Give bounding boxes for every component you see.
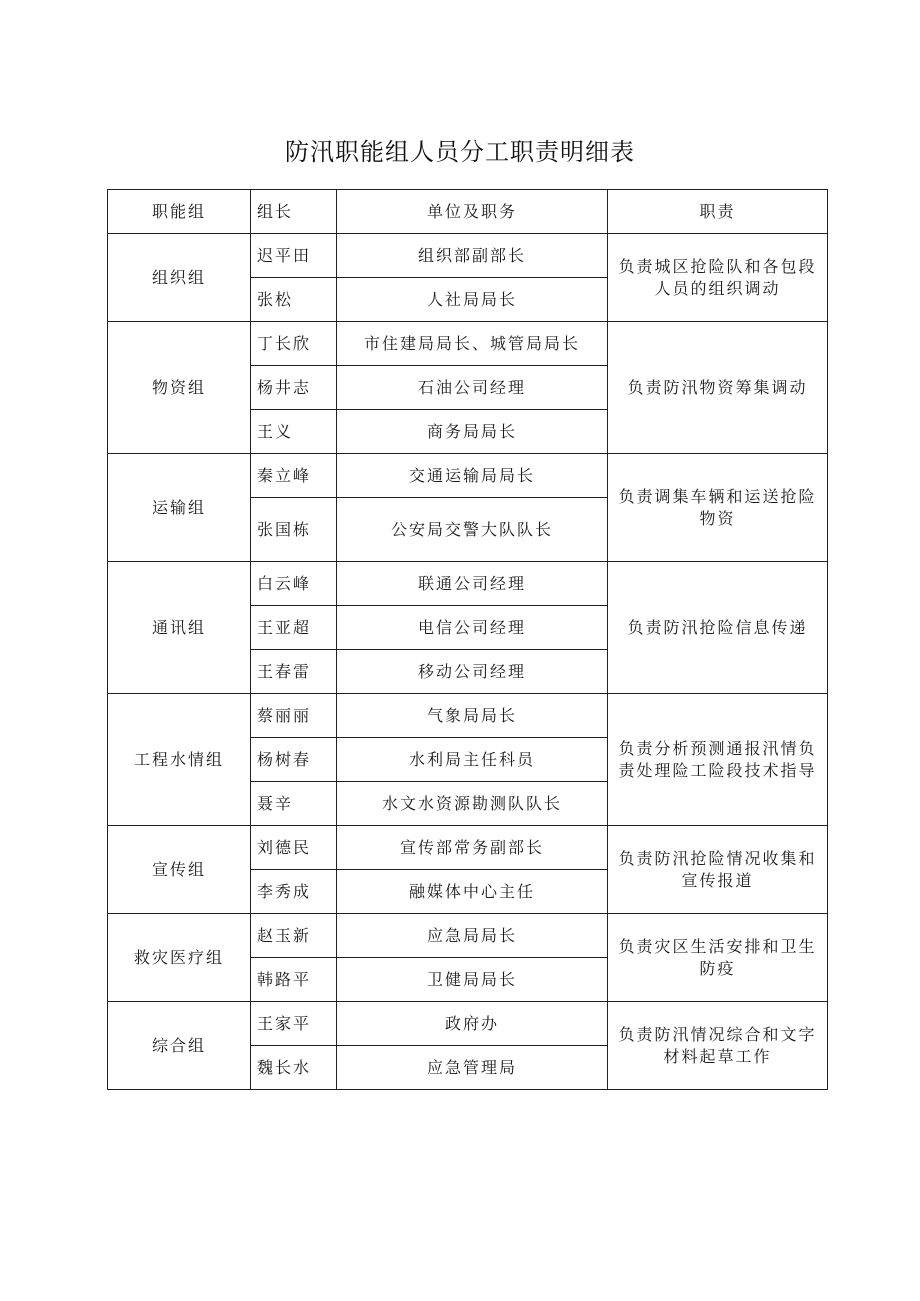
leader-position: 商务局局长 [337, 410, 608, 454]
duty-table [107, 189, 828, 1090]
leader-name: 刘德民 [251, 826, 337, 870]
leader-name: 蔡丽丽 [251, 694, 337, 738]
leader-position: 政府办 [337, 1002, 608, 1046]
group-name: 通讯组 [108, 562, 251, 694]
leader-name: 韩路平 [251, 958, 337, 1002]
leader-position: 市住建局局长、城管局局长 [337, 322, 608, 366]
leader-name: 聂辛 [251, 782, 337, 826]
table-row [108, 694, 828, 738]
group-duty: 负责防汛抢险信息传递 [608, 562, 828, 694]
leader-name: 魏长水 [251, 1046, 337, 1090]
group-name: 运输组 [108, 454, 251, 562]
group-name: 宣传组 [108, 826, 251, 914]
leader-position: 联通公司经理 [337, 562, 608, 606]
leader-name: 白云峰 [251, 562, 337, 606]
page-title: 防汛职能组人员分工职责明细表 [285, 138, 635, 166]
leader-position: 宣传部常务副部长 [337, 826, 608, 870]
header-leader: 组长 [251, 190, 337, 234]
group-name: 工程水情组 [108, 694, 251, 826]
leader-position: 卫健局局长 [337, 958, 608, 1002]
group-name: 综合组 [108, 1002, 251, 1090]
table-row [108, 562, 828, 606]
leader-position: 交通运输局局长 [337, 454, 608, 498]
leader-name: 王义 [251, 410, 337, 454]
leader-position: 石油公司经理 [337, 366, 608, 410]
table-row [108, 826, 828, 870]
header-duty: 职责 [608, 190, 828, 234]
table-row [108, 1002, 828, 1046]
leader-name: 王春雷 [251, 650, 337, 694]
header-position: 单位及职务 [337, 190, 608, 234]
group-duty: 负责防汛抢险情况收集和宣传报道 [608, 826, 828, 914]
leader-name: 李秀成 [251, 870, 337, 914]
leader-position: 移动公司经理 [337, 650, 608, 694]
header-group: 职能组 [108, 190, 251, 234]
leader-position: 应急管理局 [337, 1046, 608, 1090]
leader-position: 气象局局长 [337, 694, 608, 738]
leader-name: 秦立峰 [251, 454, 337, 498]
leader-position: 水利局主任科员 [337, 738, 608, 782]
table-row [108, 454, 828, 498]
leader-name: 丁长欣 [251, 322, 337, 366]
leader-position: 公安局交警大队队长 [337, 498, 608, 562]
table-header-row [108, 190, 828, 234]
leader-name: 杨树春 [251, 738, 337, 782]
leader-name: 王家平 [251, 1002, 337, 1046]
group-duty: 负责城区抢险队和各包段人员的组织调动 [608, 234, 828, 322]
leader-position: 应急局局长 [337, 914, 608, 958]
leader-name: 迟平田 [251, 234, 337, 278]
leader-position: 组织部副部长 [337, 234, 608, 278]
group-name: 组织组 [108, 234, 251, 322]
table-row [108, 234, 828, 278]
group-duty: 负责调集车辆和运送抢险物资 [608, 454, 828, 562]
leader-name: 杨井志 [251, 366, 337, 410]
leader-position: 水文水资源勘测队队长 [337, 782, 608, 826]
leader-position: 人社局局长 [337, 278, 608, 322]
leader-name: 张松 [251, 278, 337, 322]
leader-position: 电信公司经理 [337, 606, 608, 650]
group-duty: 负责分析预测通报汛情负责处理险工险段技术指导 [608, 694, 828, 826]
leader-name: 赵玉新 [251, 914, 337, 958]
group-name: 救灾医疗组 [108, 914, 251, 1002]
group-duty: 负责防汛情况综合和文字材料起草工作 [608, 1002, 828, 1090]
group-duty: 负责防汛物资筹集调动 [608, 322, 828, 454]
group-duty: 负责灾区生活安排和卫生防疫 [608, 914, 828, 1002]
group-name: 物资组 [108, 322, 251, 454]
leader-position: 融媒体中心主任 [337, 870, 608, 914]
leader-name: 王亚超 [251, 606, 337, 650]
table-row [108, 914, 828, 958]
leader-name: 张国栋 [251, 498, 337, 562]
table-row [108, 322, 828, 366]
